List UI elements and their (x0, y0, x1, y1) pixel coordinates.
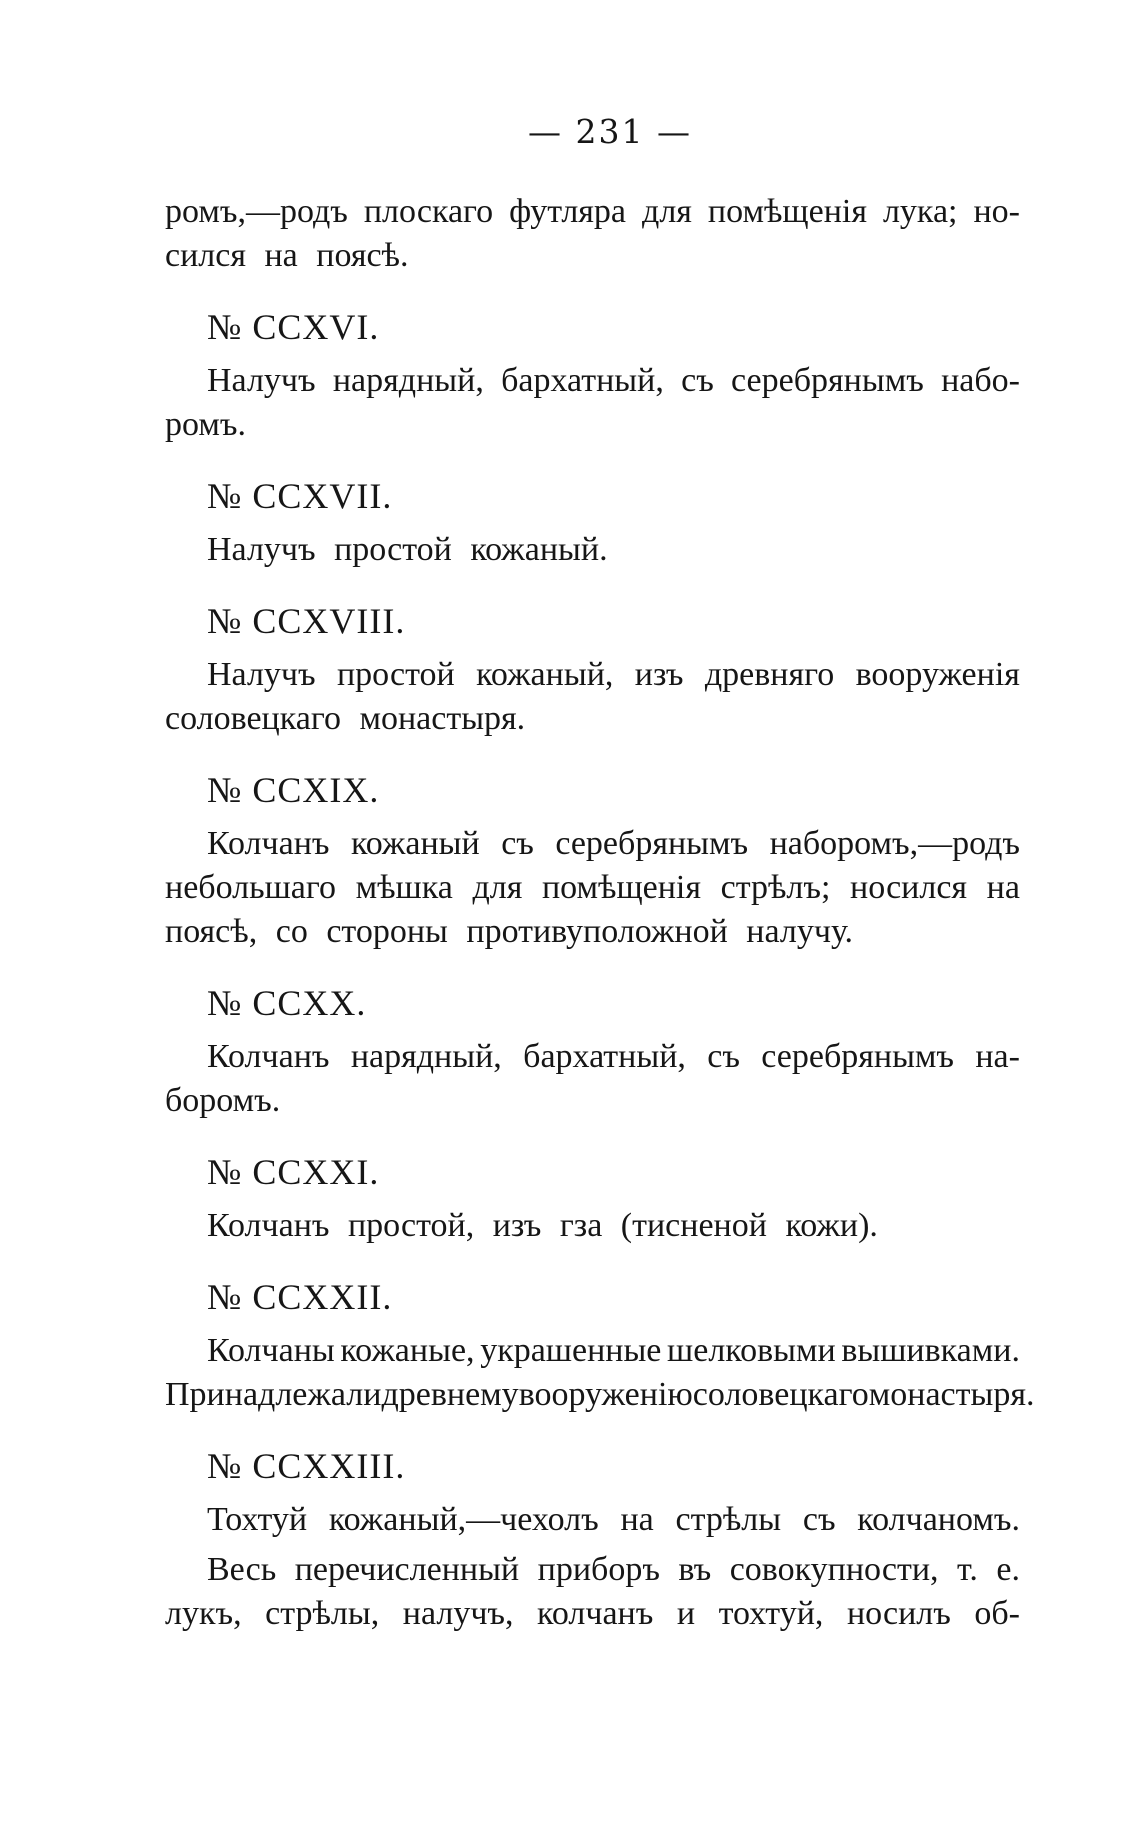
word: набо- (941, 362, 1020, 399)
word: но- (973, 193, 1020, 230)
text-line (165, 1548, 1020, 1592)
paragraph (165, 1548, 1020, 1636)
word: съ (707, 1038, 740, 1075)
word: бархатный, (523, 1038, 686, 1075)
text-line (165, 1035, 1020, 1079)
word: Весь (207, 1551, 277, 1588)
text-line (165, 653, 1020, 697)
word: наборомъ,—родъ (769, 825, 1020, 862)
word: на (986, 869, 1020, 906)
word: налучъ, (402, 1595, 514, 1632)
word: мѣшка (355, 869, 453, 906)
text-line: Налучъ простой кожаный. (207, 531, 608, 568)
word: украшенные (480, 1332, 662, 1369)
word: стрѣлы, (265, 1595, 380, 1632)
entry-heading: № CCXVII. (207, 476, 393, 516)
word: серебрянымъ (731, 362, 924, 399)
text-line (165, 1592, 1020, 1636)
word: съ (802, 1501, 836, 1538)
word: Колчанъ (207, 1038, 330, 1075)
word: Колчаны (207, 1332, 335, 1369)
word: об- (974, 1595, 1020, 1632)
word: перечисленный (294, 1551, 520, 1588)
word: Налучъ (207, 362, 316, 399)
word: шелковыми (667, 1332, 836, 1369)
word: помѣщенія (541, 869, 702, 906)
paragraph (165, 359, 1020, 447)
word: для (472, 869, 523, 906)
word: нарядный, (350, 1038, 502, 1075)
word: древнему (381, 1376, 519, 1413)
word: древняго (704, 656, 835, 693)
word: соловецкаго (692, 1376, 869, 1413)
word: кожаный, (476, 656, 614, 693)
word: стрѣлы (675, 1501, 782, 1538)
word: футляра (509, 193, 627, 230)
paragraph (165, 528, 1020, 572)
word: совокупности, (729, 1551, 939, 1588)
text-line: ромъ. (165, 406, 246, 443)
page-text-body (165, 190, 1035, 1636)
word: съ (501, 825, 534, 862)
word: помѣщенія (707, 193, 867, 230)
word: е. (996, 1551, 1020, 1588)
word: съ (681, 362, 714, 399)
entry-heading: № CCXIX. (207, 770, 380, 810)
word: простой (336, 656, 455, 693)
word: лукъ, (165, 1595, 242, 1632)
paragraph (165, 1329, 1035, 1417)
entry-heading: № CCXXII. (207, 1277, 393, 1317)
text-line (165, 190, 1020, 234)
text-line (165, 822, 1020, 866)
entry-heading: № CCXX. (207, 983, 367, 1023)
word: тохтуй, (718, 1595, 824, 1632)
word: плоскаго (363, 193, 494, 230)
paragraph (165, 190, 1020, 278)
word: Тохтуй (207, 1501, 308, 1538)
word: нарядный, (332, 362, 484, 399)
word: серебрянымъ (761, 1038, 955, 1075)
paragraph (165, 1204, 1020, 1248)
paragraph (165, 1035, 1020, 1123)
text-line (165, 866, 1020, 910)
word: Налучъ (207, 656, 316, 693)
word: монастыря. (868, 1376, 1035, 1413)
word: для (642, 193, 692, 230)
word: носилъ (846, 1595, 951, 1632)
word: на (620, 1501, 654, 1538)
word: на- (975, 1038, 1020, 1075)
text-line: боромъ. (165, 1082, 281, 1119)
text-line (165, 1373, 1035, 1417)
text-line (165, 359, 1020, 403)
text-line (165, 1498, 1020, 1542)
text-line: поясѣ, со стороны противуположной налучу. (165, 913, 854, 950)
entry-heading: № CCXVIII. (207, 601, 406, 641)
entry-heading: № CCXXIII. (207, 1446, 406, 1486)
text-line: Колчанъ простой, изъ гза (тисненой кожи). (207, 1207, 878, 1244)
entry-heading: № CCXXI. (207, 1152, 380, 1192)
page-number: — 231 — (528, 112, 692, 151)
paragraph (165, 1498, 1020, 1542)
word: бархатный, (501, 362, 664, 399)
word: вооруженію (518, 1376, 693, 1413)
word: вооруженія (855, 656, 1020, 693)
word: носился (850, 869, 968, 906)
word: серебрянымъ (555, 825, 749, 862)
paragraph (165, 653, 1020, 741)
word: небольшаго (165, 869, 336, 906)
word: стрѣлъ; (720, 869, 831, 906)
text-line: сился на поясѣ. (165, 237, 409, 274)
text-line: соловецкаго монастыря. (165, 700, 526, 737)
paragraph (165, 822, 1020, 954)
word: лука; (882, 193, 958, 230)
word: кожаный (350, 825, 480, 862)
word: кожаный,—чехолъ (328, 1501, 599, 1538)
word: колчаномъ. (857, 1501, 1020, 1538)
word: въ (678, 1551, 712, 1588)
entry-heading: № CCXVI. (207, 307, 380, 347)
word: вышивками. (841, 1332, 1020, 1369)
word: изъ (634, 656, 684, 693)
word: ромъ,—родъ (165, 193, 348, 230)
word: т. (957, 1551, 978, 1588)
word: Колчанъ (207, 825, 330, 862)
word: и (676, 1595, 696, 1632)
word: приборъ (537, 1551, 660, 1588)
word: Принадлежали (165, 1376, 382, 1413)
word: колчанъ (537, 1595, 654, 1632)
word: кожаные, (340, 1332, 475, 1369)
text-line (165, 1329, 1020, 1373)
